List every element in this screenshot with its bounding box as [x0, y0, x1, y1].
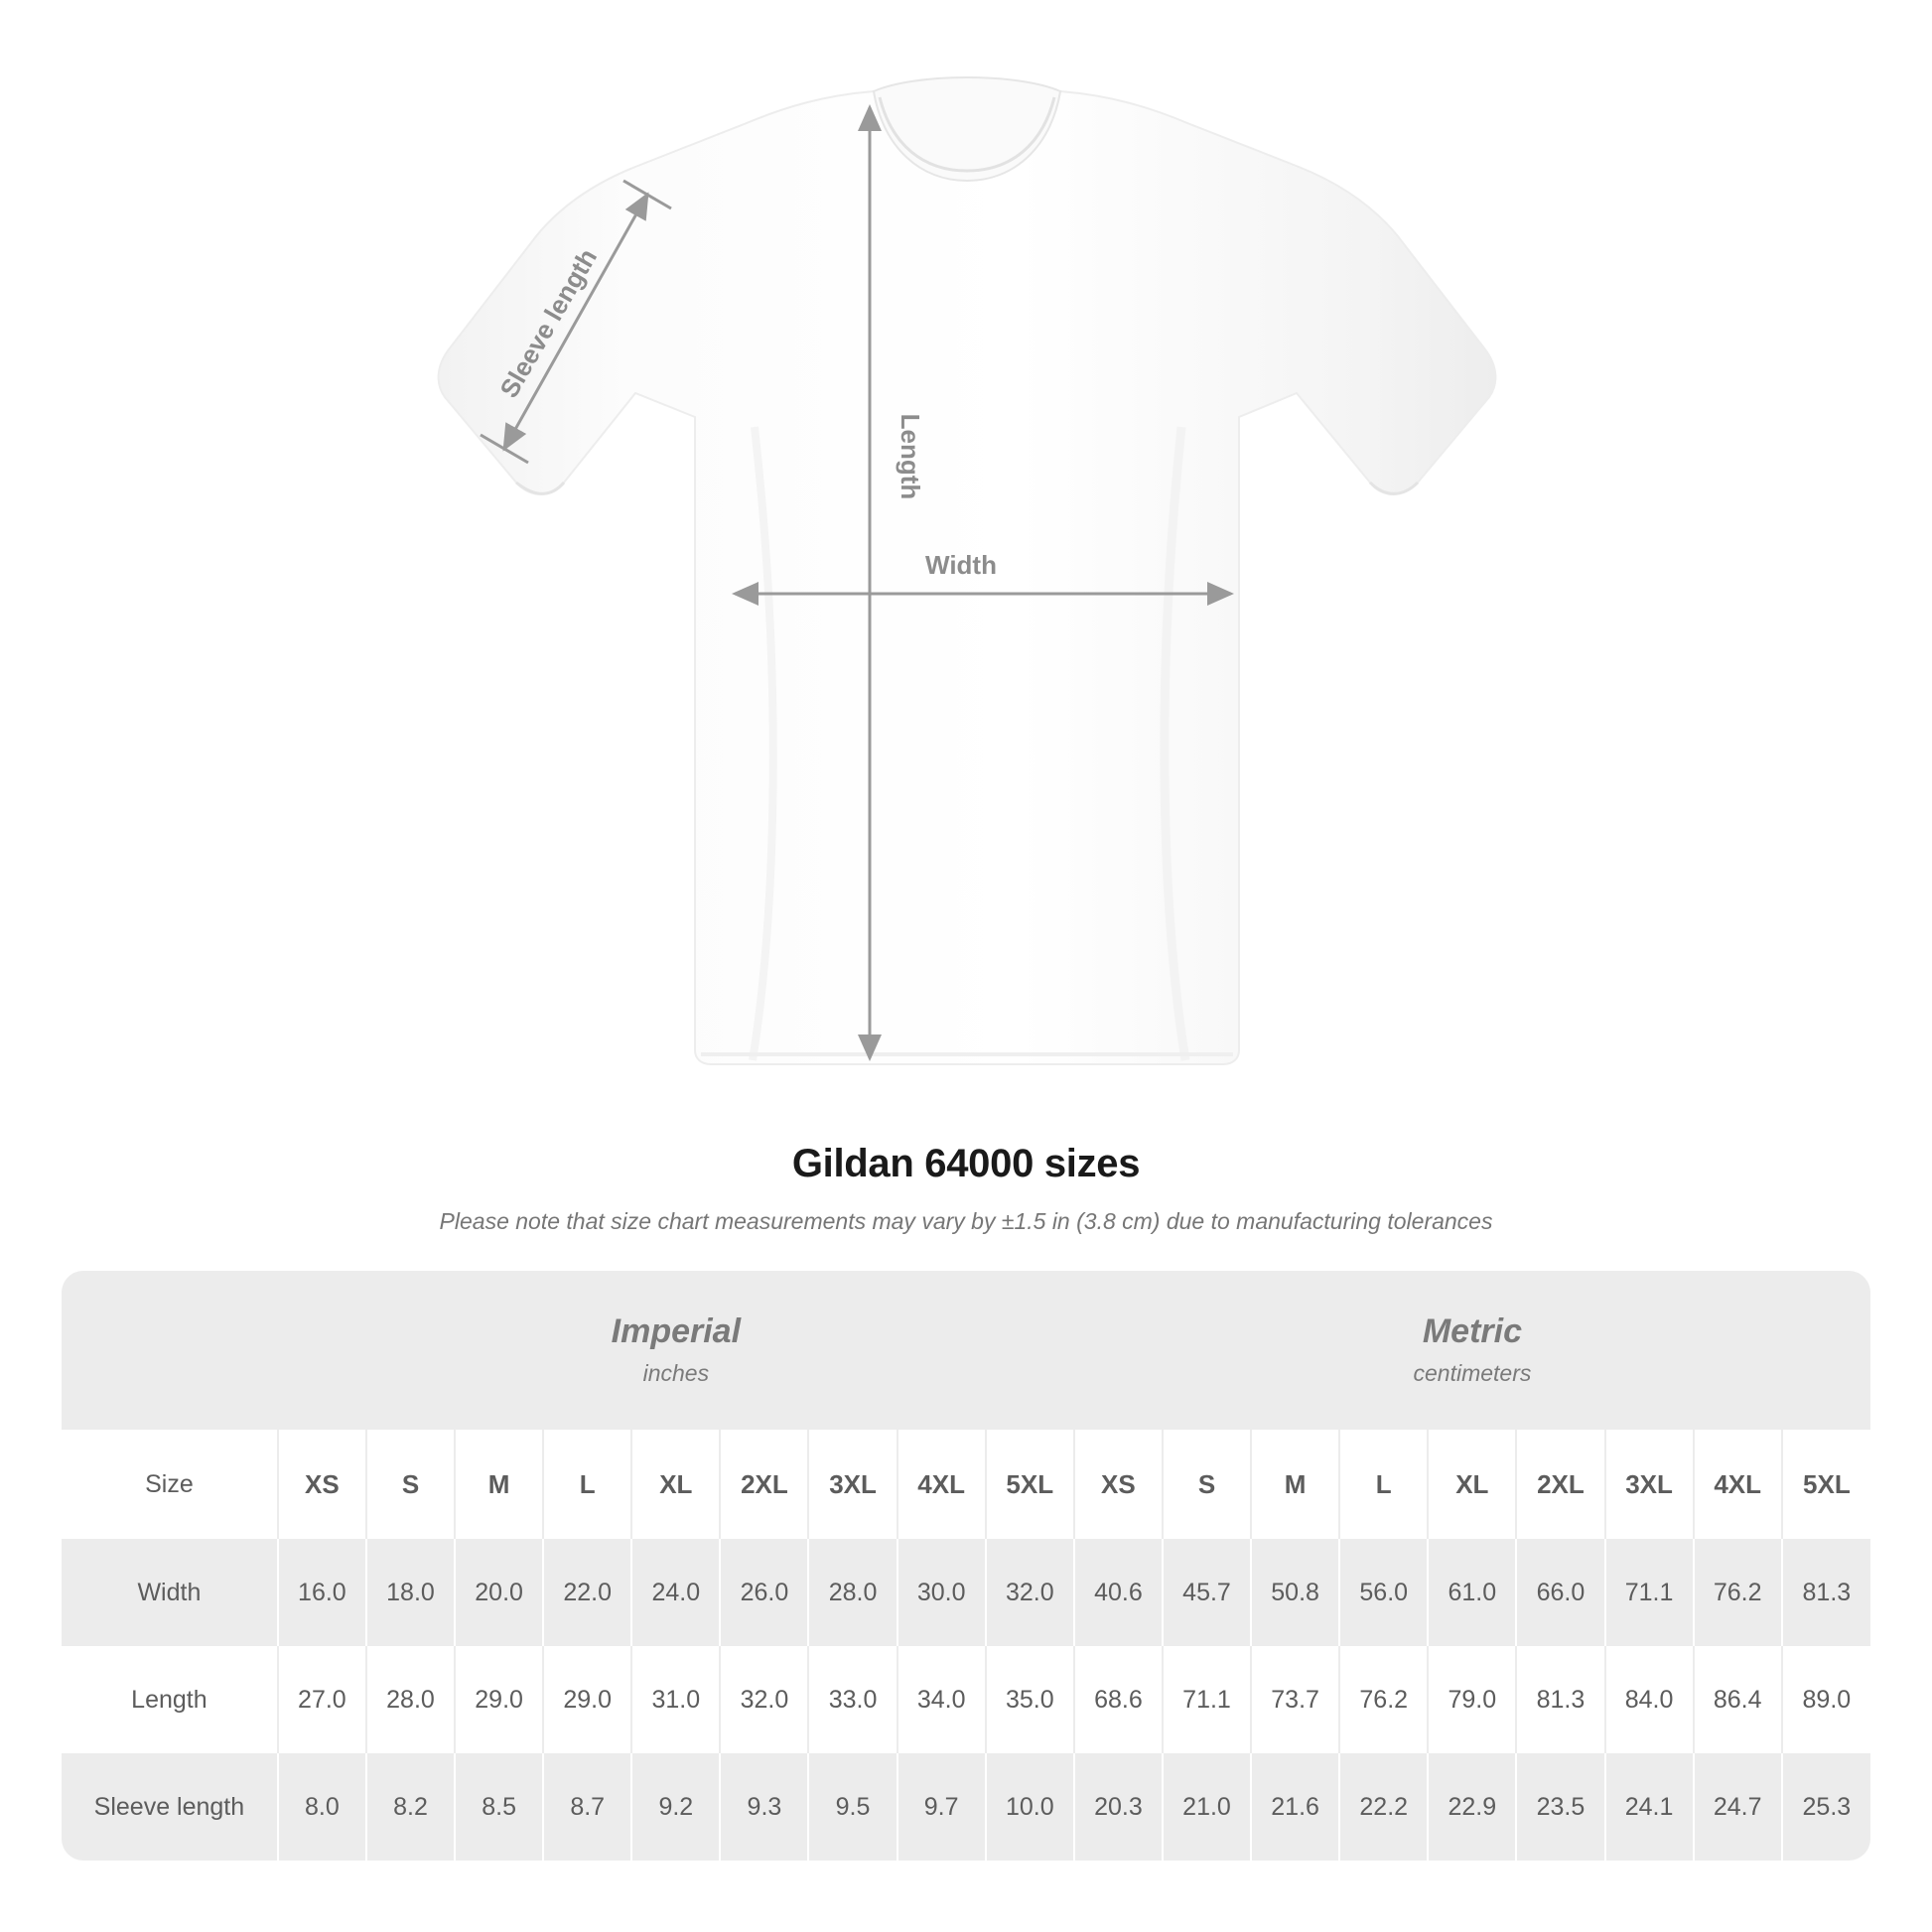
cell-length-met-6: 84.0	[1605, 1646, 1694, 1753]
cell-length-imp-3: 29.0	[543, 1646, 631, 1753]
size-table	[62, 1271, 1870, 1861]
cell-width-imp-3: 22.0	[543, 1539, 631, 1646]
size-header-row	[62, 1430, 1870, 1539]
cell-length-met-2: 73.7	[1251, 1646, 1339, 1753]
cell-width-imp-1: 18.0	[366, 1539, 455, 1646]
cell-length-imp-8: 35.0	[986, 1646, 1074, 1753]
cell-length-imp-2: 29.0	[455, 1646, 543, 1753]
cell-width-met-1: 45.7	[1163, 1539, 1251, 1646]
cell-sleeve-imp-2: 8.5	[455, 1753, 543, 1861]
unit-imperial-sub: inches	[642, 1360, 710, 1387]
units-header-row	[62, 1271, 1870, 1430]
cell-sleeve-imp-0: 8.0	[278, 1753, 366, 1861]
cell-width-imp-2: 20.0	[455, 1539, 543, 1646]
header-size-met-6: 3XL	[1605, 1430, 1694, 1539]
header-size-imp-6: 3XL	[808, 1430, 897, 1539]
cell-width-imp-5: 26.0	[720, 1539, 808, 1646]
units-spacer	[62, 1271, 278, 1430]
cell-sleeve-imp-4: 9.2	[631, 1753, 720, 1861]
cell-length-imp-4: 31.0	[631, 1646, 720, 1753]
cell-length-imp-5: 32.0	[720, 1646, 808, 1753]
cell-width-met-0: 40.6	[1074, 1539, 1163, 1646]
header-size-met-8: 5XL	[1782, 1430, 1870, 1539]
cell-sleeve-imp-5: 9.3	[720, 1753, 808, 1861]
cell-length-met-0: 68.6	[1074, 1646, 1163, 1753]
unit-group-imperial	[278, 1271, 1074, 1430]
cell-width-imp-4: 24.0	[631, 1539, 720, 1646]
cell-width-met-3: 56.0	[1339, 1539, 1428, 1646]
header-size-met-0: XS	[1074, 1430, 1163, 1539]
unit-group-metric	[1074, 1271, 1870, 1430]
row-label-length: Length	[62, 1646, 278, 1753]
cell-length-met-3: 76.2	[1339, 1646, 1428, 1753]
header-size-met-7: 4XL	[1694, 1430, 1782, 1539]
header-size-met-2: M	[1251, 1430, 1339, 1539]
table-row	[62, 1646, 1870, 1753]
header-size-imp-2: M	[455, 1430, 543, 1539]
header-size-met-1: S	[1163, 1430, 1251, 1539]
cell-width-met-8: 81.3	[1782, 1539, 1870, 1646]
cell-sleeve-imp-3: 8.7	[543, 1753, 631, 1861]
label-sleeve-length: Sleeve length	[493, 243, 604, 403]
cell-sleeve-met-8: 25.3	[1782, 1753, 1870, 1861]
cell-width-met-7: 76.2	[1694, 1539, 1782, 1646]
header-size-imp-8: 5XL	[986, 1430, 1074, 1539]
heading-block	[0, 1142, 1932, 1235]
cell-length-met-5: 81.3	[1516, 1646, 1604, 1753]
cell-length-met-7: 86.4	[1694, 1646, 1782, 1753]
cell-length-imp-6: 33.0	[808, 1646, 897, 1753]
cell-length-met-1: 71.1	[1163, 1646, 1251, 1753]
header-size-imp-3: L	[543, 1430, 631, 1539]
cell-sleeve-met-2: 21.6	[1251, 1753, 1339, 1861]
unit-imperial-name: Imperial	[611, 1311, 742, 1350]
cell-sleeve-imp-8: 10.0	[986, 1753, 1074, 1861]
header-size-imp-4: XL	[631, 1430, 720, 1539]
header-size-imp-7: 4XL	[897, 1430, 986, 1539]
header-size-label: Size	[62, 1430, 278, 1539]
cell-width-met-4: 61.0	[1428, 1539, 1516, 1646]
cell-sleeve-met-1: 21.0	[1163, 1753, 1251, 1861]
header-size-imp-5: 2XL	[720, 1430, 808, 1539]
cell-sleeve-met-4: 22.9	[1428, 1753, 1516, 1861]
cell-length-imp-1: 28.0	[366, 1646, 455, 1753]
cell-width-imp-8: 32.0	[986, 1539, 1074, 1646]
cell-sleeve-imp-6: 9.5	[808, 1753, 897, 1861]
page-title: Gildan 64000 sizes	[791, 1142, 1141, 1185]
cell-sleeve-met-3: 22.2	[1339, 1753, 1428, 1861]
cell-length-imp-0: 27.0	[278, 1646, 366, 1753]
label-length: Length	[896, 413, 925, 500]
table-row	[62, 1753, 1870, 1861]
header-size-imp-0: XS	[278, 1430, 366, 1539]
row-label-width: Width	[62, 1539, 278, 1646]
cell-width-met-5: 66.0	[1516, 1539, 1604, 1646]
table-row	[62, 1539, 1870, 1646]
tolerance-note: Please note that size chart measurements may vary by ±1.5 in (3.8 cm) due to manufacturing tolerances	[439, 1208, 1493, 1234]
cell-sleeve-met-7: 24.7	[1694, 1753, 1782, 1861]
cell-width-met-6: 71.1	[1605, 1539, 1694, 1646]
header-size-met-5: 2XL	[1516, 1430, 1604, 1539]
cell-sleeve-met-5: 23.5	[1516, 1753, 1604, 1861]
cell-sleeve-met-0: 20.3	[1074, 1753, 1163, 1861]
cell-width-imp-6: 28.0	[808, 1539, 897, 1646]
cell-length-met-4: 79.0	[1428, 1646, 1516, 1753]
cell-width-imp-7: 30.0	[897, 1539, 986, 1646]
label-width: Width	[925, 550, 997, 580]
unit-metric-sub: centimeters	[1413, 1360, 1532, 1387]
cell-length-imp-7: 34.0	[897, 1646, 986, 1753]
unit-metric-name: Metric	[1422, 1311, 1522, 1350]
cell-width-imp-0: 16.0	[278, 1539, 366, 1646]
header-size-imp-1: S	[366, 1430, 455, 1539]
size-table-wrapper	[62, 1271, 1870, 1861]
cell-sleeve-imp-1: 8.2	[366, 1753, 455, 1861]
cell-width-met-2: 50.8	[1251, 1539, 1339, 1646]
header-size-met-3: L	[1339, 1430, 1428, 1539]
cell-sleeve-imp-7: 9.7	[897, 1753, 986, 1861]
cell-length-met-8: 89.0	[1782, 1646, 1870, 1753]
cell-sleeve-met-6: 24.1	[1605, 1753, 1694, 1861]
header-size-met-4: XL	[1428, 1430, 1516, 1539]
row-label-sleeve-length: Sleeve length	[62, 1753, 278, 1861]
